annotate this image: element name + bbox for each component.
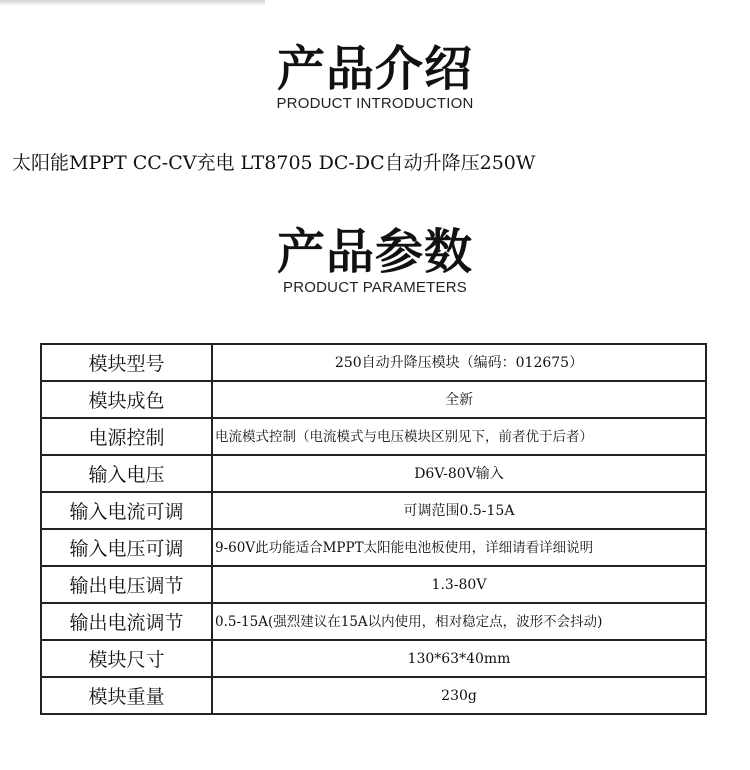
- param-label: 电源控制: [41, 418, 212, 455]
- param-value: 可调范围0.5-15A: [212, 492, 706, 529]
- param-value: 1.3-80V: [212, 566, 706, 603]
- parameters-table: [40, 343, 707, 715]
- param-value: 250自动升降压模块（编码：012675）: [212, 344, 706, 381]
- param-value: 全新: [212, 381, 706, 418]
- top-shadow-bar: [0, 0, 265, 6]
- params-title: 产品参数: [276, 224, 473, 280]
- table-row: [41, 455, 706, 492]
- param-value: 0.5-15A(强烈建议在15A以内使用，相对稳定点，波形不会抖动): [212, 603, 706, 640]
- intro-title: 产品介绍: [276, 41, 473, 97]
- param-label: 输入电压: [41, 455, 212, 492]
- table-row: [41, 418, 706, 455]
- param-label: 输入电流可调: [41, 492, 212, 529]
- param-label: 模块型号: [41, 344, 212, 381]
- param-label: 模块尺寸: [41, 640, 212, 677]
- table-row: [41, 344, 706, 381]
- table-row: [41, 640, 706, 677]
- param-label: 输出电压调节: [41, 566, 212, 603]
- param-label: 模块成色: [41, 381, 212, 418]
- params-subtitle: PRODUCT PARAMETERS: [283, 279, 467, 296]
- param-label: 输出电流调节: [41, 603, 212, 640]
- product-name: 太阳能MPPT CC-CV充电 LT8705 DC-DC自动升降压250W: [12, 152, 536, 174]
- table-row: [41, 381, 706, 418]
- intro-subtitle: PRODUCT INTRODUCTION: [276, 95, 474, 112]
- table-row: [41, 603, 706, 640]
- param-value: D6V-80V输入: [212, 455, 706, 492]
- table-row: [41, 677, 706, 714]
- param-value: 230g: [212, 677, 706, 714]
- param-value: 130*63*40mm: [212, 640, 706, 677]
- param-label: 模块重量: [41, 677, 212, 714]
- table-row: [41, 529, 706, 566]
- table-row: [41, 492, 706, 529]
- param-label: 输入电压可调: [41, 529, 212, 566]
- table-row: [41, 566, 706, 603]
- param-value: 9-60V此功能适合MPPT太阳能电池板使用，详细请看详细说明: [212, 529, 706, 566]
- param-value: 电流模式控制（电流模式与电压模块区别见下，前者优于后者）: [212, 418, 706, 455]
